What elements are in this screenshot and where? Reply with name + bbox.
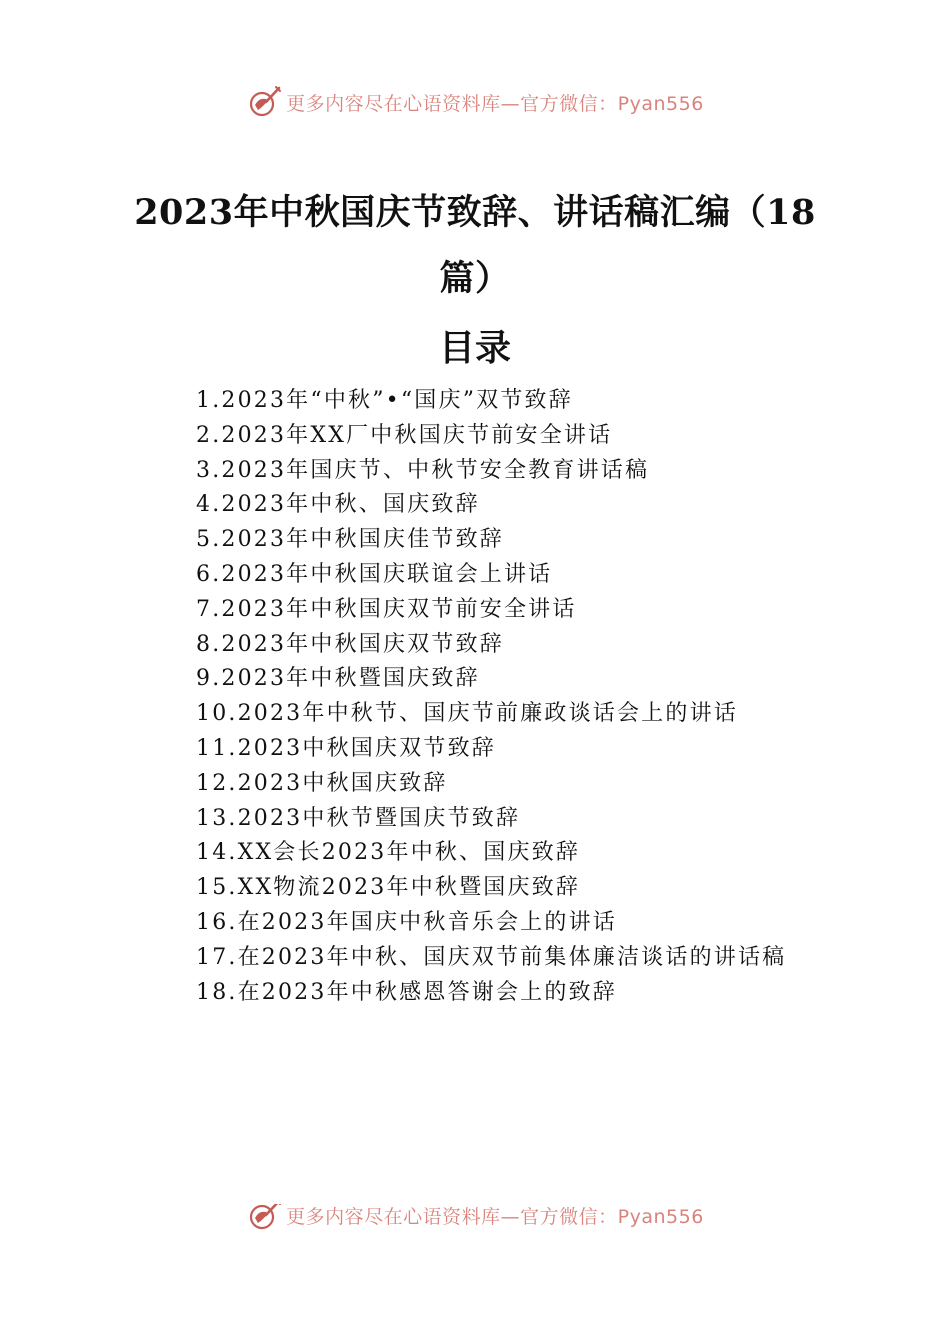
watermark-header (0, 82, 950, 122)
toc-item: 4.2023年中秋、国庆致辞 (196, 492, 480, 518)
toc-item: 16.在2023年国庆中秋音乐会上的讲话 (196, 909, 617, 935)
toc-item: 10.2023年中秋节、国庆节前廉政谈话会上的讲话 (196, 701, 738, 727)
pen-logo-icon (246, 84, 282, 120)
toc-item: 8.2023年中秋国庆双节致辞 (196, 631, 504, 657)
watermark-footer (0, 1204, 950, 1234)
document-title: 2023年中秋国庆节致辞、讲话稿汇编（18篇） (134, 192, 816, 299)
toc-item: 6.2023年中秋国庆联谊会上讲话 (196, 561, 553, 587)
toc-item: 9.2023年中秋暨国庆致辞 (196, 666, 480, 692)
toc-item: 1.2023年“中秋”•“国庆”双节致辞 (196, 388, 573, 413)
toc-item: 2.2023年XX厂中秋国庆节前安全讲话 (196, 422, 613, 448)
toc-item: 14.XX会长2023年中秋、国庆致辞 (196, 840, 581, 866)
watermark-footer-text: 更多内容尽在心语资料库—官方微信：Pyan556 (286, 1205, 704, 1228)
toc-item: 11.2023中秋国庆双节致辞 (196, 735, 496, 761)
toc-item: 17.在2023年中秋、国庆双节前集体廉洁谈话的讲话稿 (196, 944, 787, 970)
toc-item: 18.在2023年中秋感恩答谢会上的致辞 (196, 979, 617, 1005)
toc-list (196, 384, 786, 1010)
toc-item: 5.2023年中秋国庆佳节致辞 (196, 527, 504, 553)
watermark-header-content (246, 84, 704, 120)
watermark-header-text: 更多内容尽在心语资料库—官方微信：Pyan556 (286, 92, 704, 115)
watermark-footer-content (246, 1204, 704, 1233)
toc-heading: 目录 (438, 327, 511, 369)
toc-item: 12.2023中秋国庆致辞 (196, 770, 448, 796)
toc-item: 13.2023中秋节暨国庆节致辞 (196, 805, 521, 831)
toc-item: 15.XX物流2023年中秋暨国庆致辞 (196, 875, 581, 901)
toc-item: 3.2023年国庆节、中秋节安全教育讲话稿 (196, 457, 650, 483)
toc-item: 7.2023年中秋国庆双节前安全讲话 (196, 596, 577, 622)
pen-logo-icon (246, 1204, 282, 1233)
